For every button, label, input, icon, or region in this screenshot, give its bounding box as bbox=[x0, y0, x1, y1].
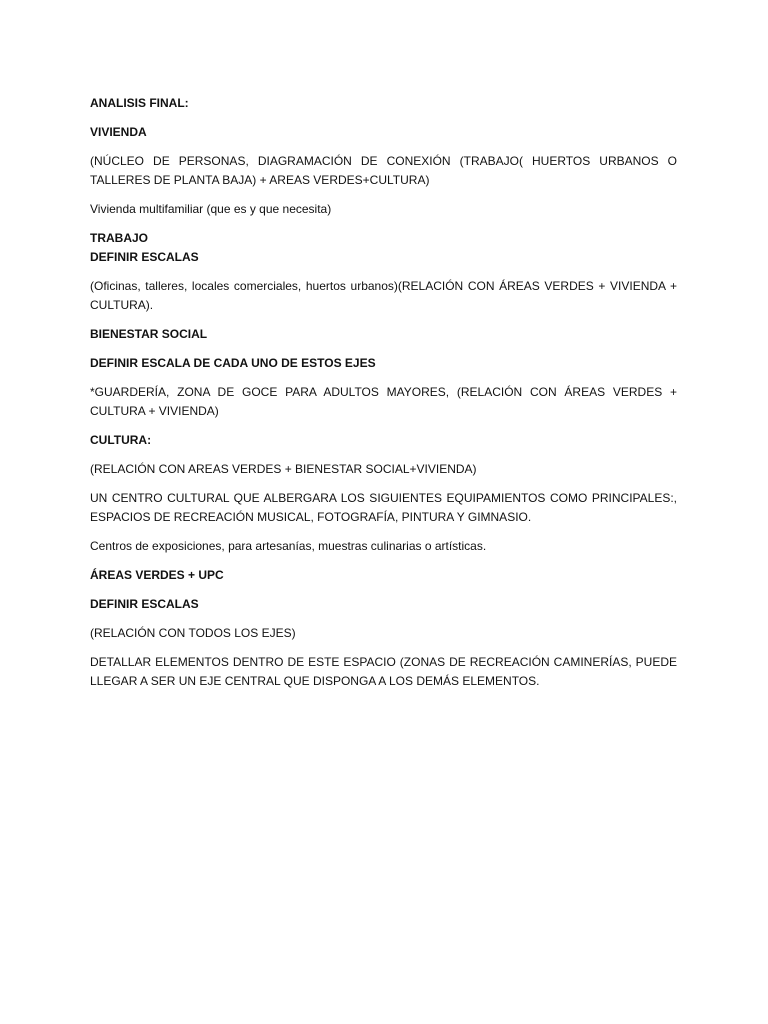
areas-paragraph-1: (RELACIÓN CON TODOS LOS EJES) bbox=[90, 626, 296, 640]
cultura-paragraph-2: UN CENTRO CULTURAL QUE ALBERGARA LOS SIGUIENTES EQUIPAMIENTOS COMO PRINCIPALES:, ESPACIOS DE RECREACIÓN MUSICAL, FOTOGRAFÍA, PINTURA Y GIMNASIO. bbox=[90, 491, 677, 524]
cultura-paragraph-1: (RELACIÓN CON AREAS VERDES + BIENESTAR SOCIAL+VIVIENDA) bbox=[90, 462, 477, 476]
document-page bbox=[90, 94, 677, 701]
trabajo-paragraph-1: (Oficinas, talleres, locales comerciales, huertos urbanos)(RELACIÓN CON ÁREAS VERDES + VIVIENDA + CULTURA). bbox=[90, 279, 677, 312]
bienestar-heading: BIENESTAR SOCIAL bbox=[90, 327, 208, 341]
trabajo-subheading: DEFINIR ESCALAS bbox=[90, 250, 199, 264]
vivienda-paragraph-2: Vivienda multifamiliar (que es y que necesita) bbox=[90, 202, 332, 216]
bienestar-paragraph-1: *GUARDERÍA, ZONA DE GOCE PARA ADULTOS MAYORES, (RELACIÓN CON ÁREAS VERDES + CULTURA + VIVIENDA) bbox=[90, 385, 677, 418]
cultura-heading: CULTURA: bbox=[90, 433, 152, 447]
areas-subheading: DEFINIR ESCALAS bbox=[90, 597, 199, 611]
trabajo-heading: TRABAJO bbox=[90, 231, 149, 245]
document-title: ANALISIS FINAL: bbox=[90, 96, 189, 110]
vivienda-heading: VIVIENDA bbox=[90, 125, 147, 139]
areas-heading: ÁREAS VERDES + UPC bbox=[90, 568, 224, 582]
bienestar-subheading: DEFINIR ESCALA DE CADA UNO DE ESTOS EJES bbox=[90, 356, 376, 370]
cultura-paragraph-3: Centros de exposiciones, para artesanías, muestras culinarias o artísticas. bbox=[90, 539, 487, 553]
areas-paragraph-2: DETALLAR ELEMENTOS DENTRO DE ESTE ESPACIO (ZONAS DE RECREACIÓN CAMINERÍAS, PUEDE LLEGAR A SER UN EJE CENTRAL QUE DISPONGA A LOS DEMÁS ELEMENTOS. bbox=[90, 655, 677, 688]
vivienda-paragraph-1: (NÚCLEO DE PERSONAS, DIAGRAMACIÓN DE CONEXIÓN (TRABAJO( HUERTOS URBANOS O TALLERES DE PLANTA BAJA) + AREAS VERDES+CULTURA) bbox=[90, 154, 677, 187]
